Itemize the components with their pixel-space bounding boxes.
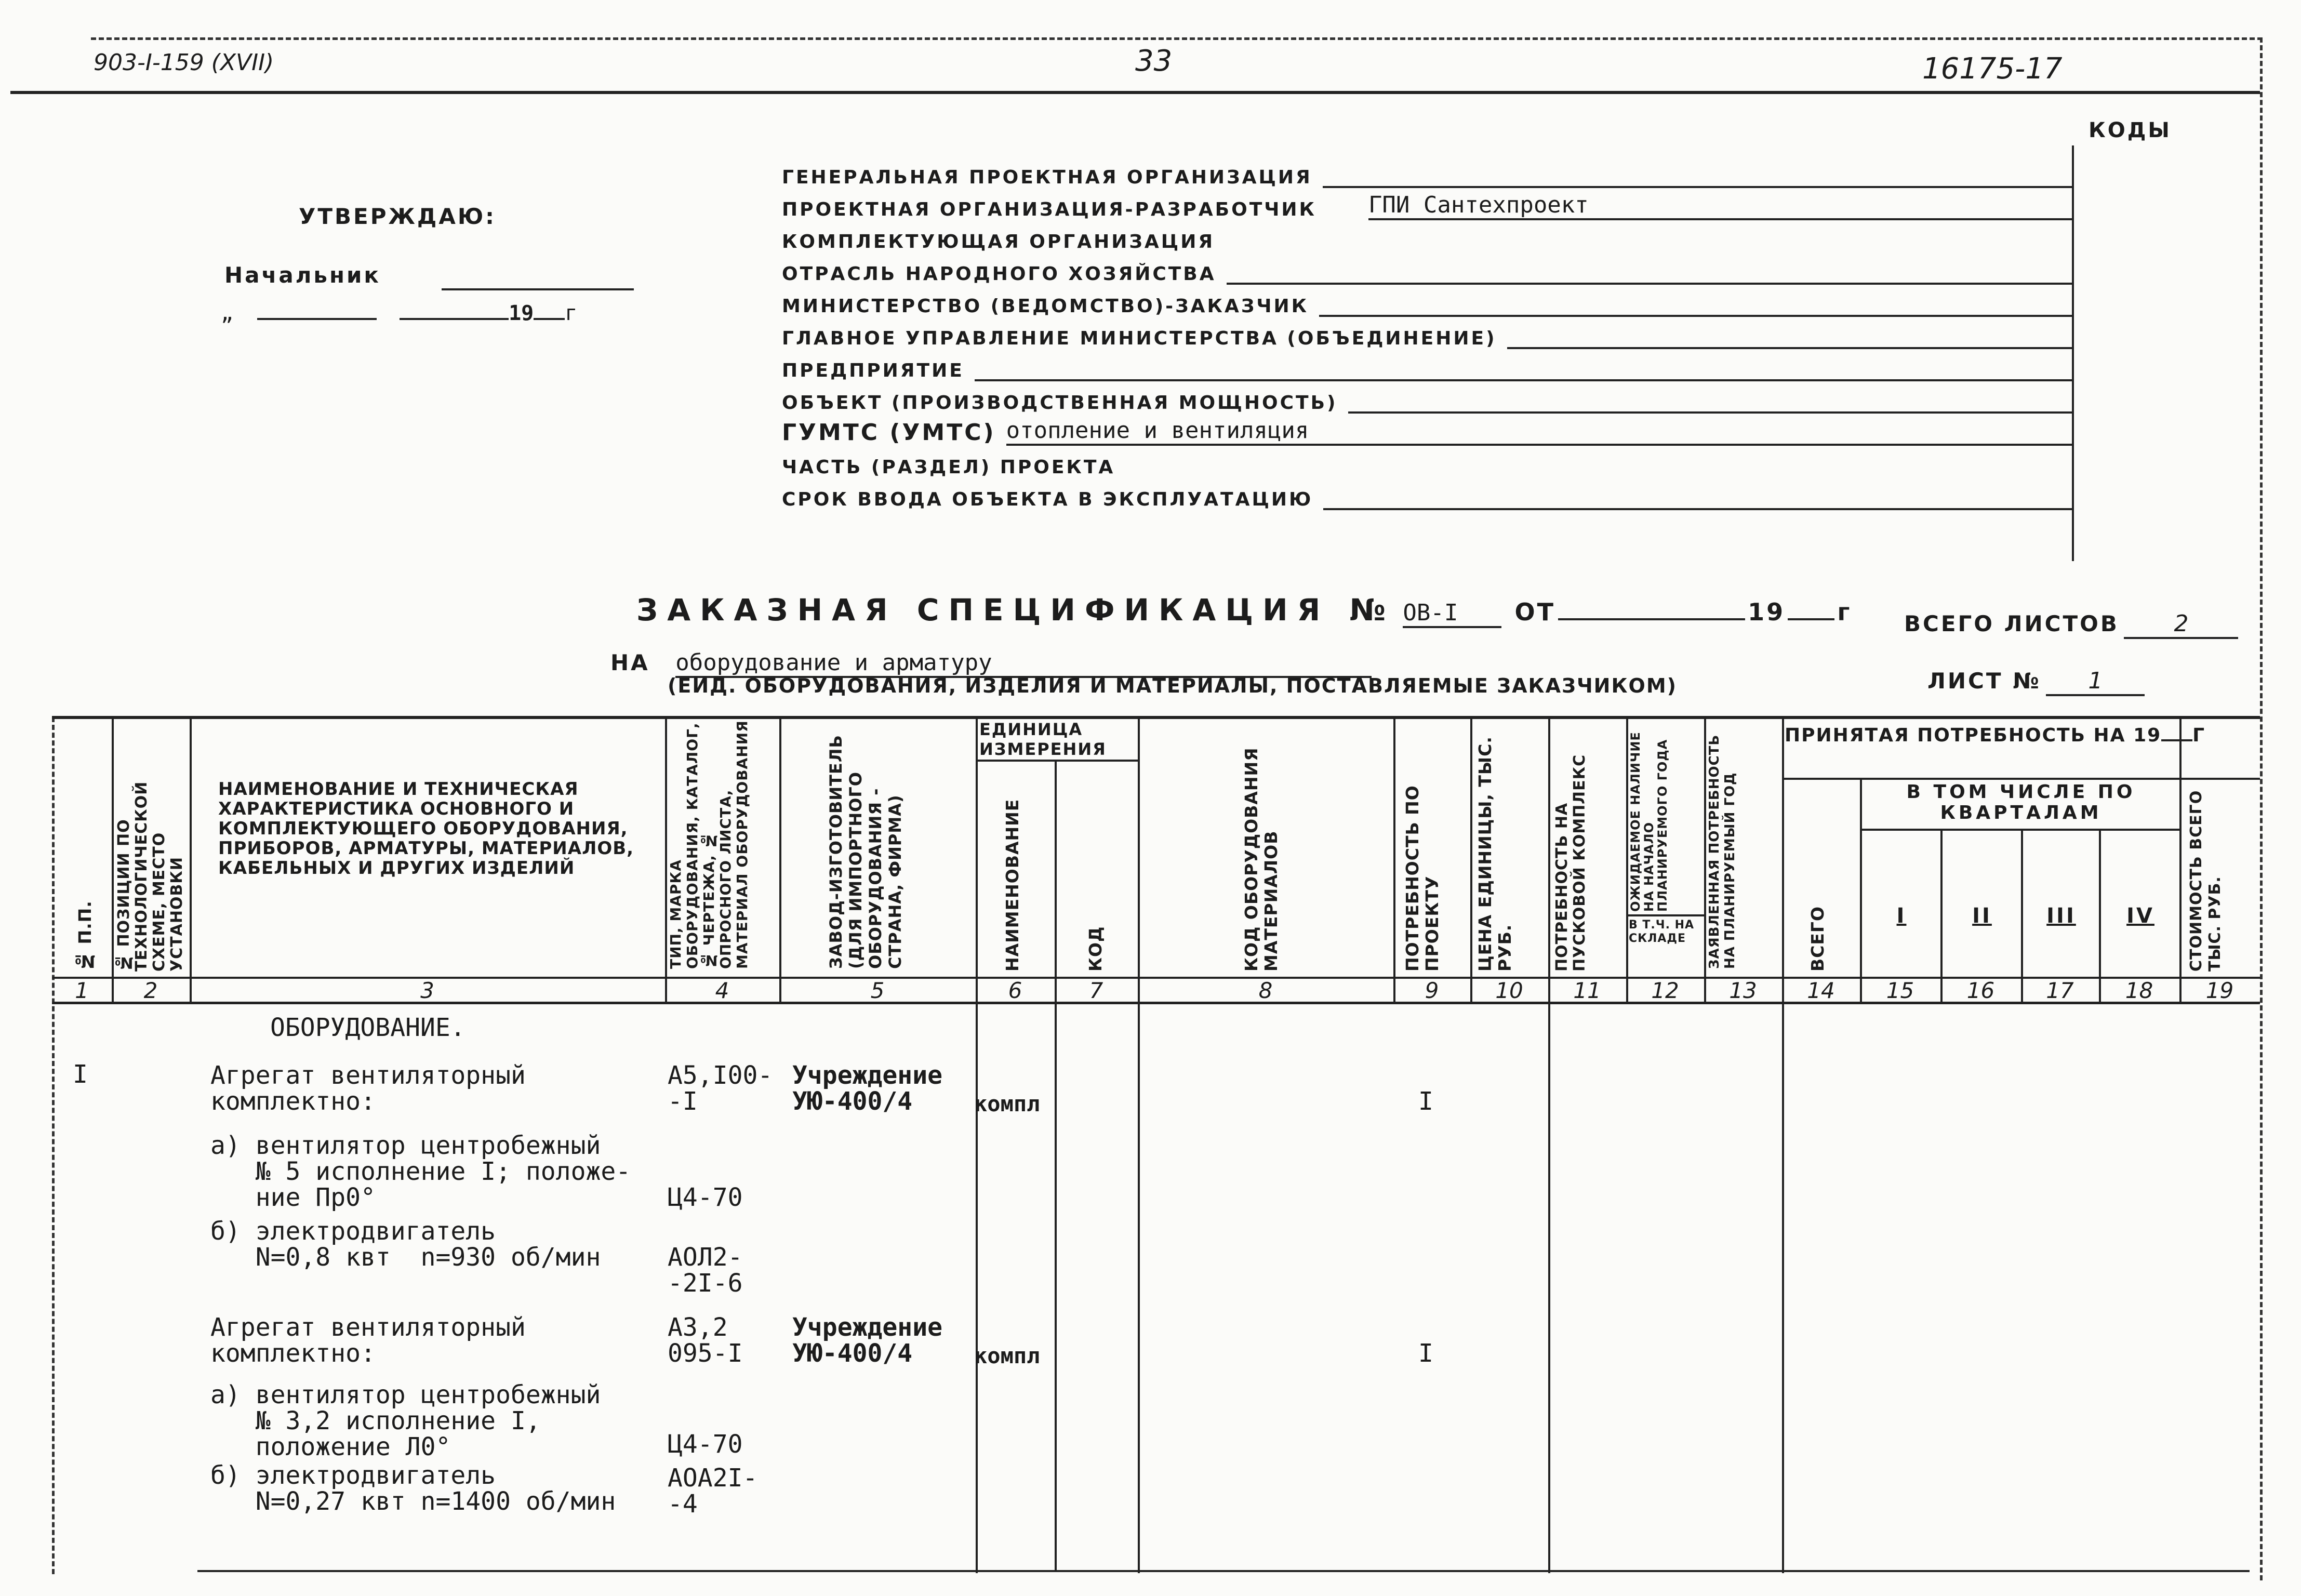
accepted-header: ПРИНЯТАЯ ПОТРЕБНОСТЬ НА 19 Г bbox=[1785, 725, 2206, 746]
col-5-header: ЗАВОД-ИЗГОТОВИТЕЛЬ (ДЛЯ ИМПОРТНОГО ОБОРУДОВАНИЯ - СТРАНА, ФИРМА) bbox=[826, 735, 905, 969]
col-number: 6 bbox=[1008, 978, 1022, 1003]
unit-group-header: ЕДИНИЦА ИЗМЕРЕНИЯ bbox=[979, 720, 1107, 759]
col-12b-header: В Т.Ч. НА СКЛАДЕ bbox=[1629, 919, 1695, 945]
table-body-rule bbox=[52, 1002, 2260, 1004]
table-row-type: Ц4-70 bbox=[668, 1430, 743, 1459]
table-row-type: АОЛ2- -2I-6 bbox=[668, 1243, 743, 1298]
header-rule bbox=[10, 91, 2260, 94]
col-number: 18 bbox=[2125, 978, 2153, 1003]
col-number: 10 bbox=[1495, 978, 1523, 1003]
table-row-qty: I bbox=[1418, 1087, 1433, 1116]
table-row-type: А5,I00- -I bbox=[668, 1061, 773, 1116]
col-number: 15 bbox=[1886, 978, 1914, 1003]
spec-subject: оборудование и арматуру bbox=[675, 649, 1372, 678]
col-number: 2 bbox=[143, 978, 158, 1003]
col-number: 8 bbox=[1258, 978, 1273, 1003]
col-11-header: ПОТРЕБНОСТЬ НА ПУСКОВОЙ КОМПЛЕКС bbox=[1553, 754, 1589, 972]
table-top-rule bbox=[52, 716, 2260, 719]
col-number: 11 bbox=[1573, 978, 1601, 1003]
col-number: 9 bbox=[1425, 978, 1439, 1003]
table-row-name: б) электродвигатель N=0,27 квт n=1400 об/мин bbox=[210, 1461, 616, 1516]
org-field-developer: ПРОЕКТНАЯ ОРГАНИЗАЦИЯ-РАЗРАБОТЧИК ГПИ Сантехпроект bbox=[782, 188, 2073, 220]
col-number: 12 bbox=[1651, 978, 1679, 1003]
table-row-name: а) вентилятор центробежный № 3,2 исполнение I, положение Л0° bbox=[210, 1380, 601, 1461]
org-field-main-dept: ГЛАВНОЕ УПРАВЛЕНИЕ МИНИСТЕРСТВА (ОБЪЕДИНЕНИЕ) bbox=[782, 317, 2073, 349]
org-field-gumts: ГУМТС (УМТС) отопление и вентиляция bbox=[782, 414, 2073, 446]
org-field-ministry: МИНИСТЕРСТВО (ВЕДОМСТВО)-ЗАКАЗЧИК bbox=[782, 285, 2073, 317]
org-field-value bbox=[1319, 292, 2073, 317]
org-fields bbox=[782, 156, 2073, 510]
org-field-value: ГПИ Сантехпроект bbox=[1368, 192, 2073, 220]
col-6-header: НАИМЕНОВАНИЕ bbox=[1002, 799, 1022, 972]
col-number: 17 bbox=[2046, 978, 2074, 1003]
col-4-header: ТИП, МАРКА ОБОРУДОВАНИЯ, КАТАЛОГ, № ЧЕРТЕЖА, № ОПРОСНОГО ЛИСТА, МАТЕРИАЛ ОБОРУДОВАНИЯ bbox=[667, 720, 751, 969]
col-8-header: КОД ОБОРУДОВАНИЯ МАТЕРИАЛОВ bbox=[1241, 747, 1281, 972]
quarter-3: III bbox=[2046, 904, 2076, 928]
spec-number: ОВ-I bbox=[1403, 600, 1501, 628]
org-field-supplier: КОМПЛЕКТУЮЩАЯ ОРГАНИЗАЦИЯ bbox=[782, 231, 1215, 252]
org-field-branch: ОТРАСЛЬ НАРОДНОГО ХОЗЯЙСТВА bbox=[782, 252, 2073, 285]
table-row-name: Агрегат вентиляторный комплектно: bbox=[210, 1313, 526, 1368]
table-bottom-rule bbox=[197, 1570, 2250, 1572]
spec-year-suffix: г bbox=[1837, 598, 1852, 626]
spec-title: ЗАКАЗНАЯ СПЕЦИФИКАЦИЯ № bbox=[636, 592, 1395, 628]
org-field-enterprise: ПРЕДПРИЯТИЕ bbox=[782, 349, 2073, 381]
col-number: 5 bbox=[870, 978, 885, 1003]
row-number: I bbox=[73, 1060, 88, 1089]
codes-label: КОДЫ bbox=[2089, 118, 2172, 142]
org-field-value bbox=[1323, 163, 2073, 188]
col-13-header: ЗАЯВЛЕННАЯ ПОТРЕБНОСТЬ НА ПЛАНИРУЕМЫЙ ГОД bbox=[1707, 734, 1738, 969]
sheet-number-value: 1 bbox=[2046, 668, 2145, 696]
org-field-part: ЧАСТЬ (РАЗДЕЛ) ПРОЕКТА bbox=[782, 457, 1115, 478]
org-field-value: отопление и вентиляция bbox=[1006, 417, 2073, 446]
col-3-header: НАИМЕНОВАНИЕ И ТЕХНИЧЕСКАЯ ХАРАКТЕРИСТИКА ОСНОВНОГО И КОМПЛЕКТУЮЩЕГО ОБОРУДОВАНИЯ, ПРИБОРОВ, АРМАТУРЫ, МАТЕРИАЛОВ, КАБЕЛЬНЫХ И ДРУГИХ ИЗДЕЛИЙ bbox=[218, 779, 634, 879]
col-number: 13 bbox=[1729, 978, 1757, 1003]
table-row-name: б) электродвигатель N=0,8 квт n=930 об/мин bbox=[210, 1217, 601, 1272]
col-number: 3 bbox=[420, 978, 434, 1003]
left-border bbox=[52, 717, 55, 1574]
archive-number: 16175-17 bbox=[1922, 52, 2063, 86]
spec-ot: ОТ bbox=[1514, 598, 1555, 626]
sheet-number: ЛИСТ № 1 bbox=[1927, 668, 2145, 696]
spec-year: 19 bbox=[1748, 598, 1786, 626]
col-9-header: ПОТРЕБНОСТЬ ПО ПРОЕКТУ bbox=[1402, 785, 1442, 972]
table-row-type: А3,2 095-I bbox=[668, 1313, 743, 1368]
quarter-2: II bbox=[1972, 904, 1992, 928]
table-row-maker: Учреждение УЮ-400/4 bbox=[792, 1313, 942, 1368]
col-10-header: ЦЕНА ЕДИНИЦЫ, ТЫС. РУБ. bbox=[1475, 736, 1515, 972]
col-14-header: ВСЕГО bbox=[1807, 906, 1828, 972]
col-number: 19 bbox=[2205, 978, 2234, 1003]
approval-chief-line bbox=[442, 288, 634, 290]
approval-date: „ 19 г bbox=[221, 301, 578, 325]
page-number: 33 bbox=[1135, 44, 1173, 78]
org-field-general: ГЕНЕРАЛЬНАЯ ПРОЕКТНАЯ ОРГАНИЗАЦИЯ bbox=[782, 156, 2073, 188]
top-border bbox=[91, 37, 2263, 40]
spec-title-row bbox=[636, 592, 1852, 628]
col-number: 14 bbox=[1807, 978, 1835, 1003]
table-row-name: а) вентилятор центробежный № 5 исполнение I; положе- ние Пр0° bbox=[210, 1131, 631, 1212]
col-7-header: КОД bbox=[1085, 926, 1106, 972]
org-field-value bbox=[1348, 389, 2073, 414]
total-sheets: ВСЕГО ЛИСТОВ 2 bbox=[1904, 610, 2238, 639]
document-code: 903-I-159 (XVII) bbox=[94, 49, 274, 76]
table-row-type: Ц4-70 bbox=[668, 1183, 743, 1212]
quarter-4: IV bbox=[2126, 904, 2154, 928]
org-field-value bbox=[1507, 324, 2073, 349]
approval-title: УТВЕРЖДАЮ: bbox=[299, 204, 496, 229]
approval-year-suffix: г bbox=[565, 301, 578, 325]
section-title: ОБОРУДОВАНИЕ. bbox=[270, 1013, 465, 1042]
col-1-header: № П.П. bbox=[75, 900, 95, 972]
table-row-type: АОА2I- -4 bbox=[668, 1464, 758, 1519]
spec-subject-row: НА оборудование и арматуру bbox=[610, 649, 1372, 678]
table-row-maker: Учреждение УЮ-400/4 bbox=[792, 1061, 942, 1116]
table-row-unit: компл bbox=[974, 1091, 1040, 1116]
approval-year: 19 bbox=[509, 301, 534, 325]
col-number: 7 bbox=[1089, 978, 1103, 1003]
org-field-object: ОБЪЕКТ (ПРОИЗВОДСТВЕННАЯ МОЩНОСТЬ) bbox=[782, 381, 2073, 414]
org-field-deadline: СРОК ВВОДА ОБЪЕКТА В ЭКСПЛУАТАЦИЮ bbox=[782, 478, 2073, 510]
org-field-value bbox=[1227, 260, 2073, 285]
col-19-header: СТОИМОСТЬ ВСЕГО ТЫС. РУБ. bbox=[2187, 790, 2224, 972]
right-border bbox=[2260, 37, 2263, 1580]
approval-chief: Начальник bbox=[224, 262, 381, 288]
table-row-name: Агрегат вентиляторный комплектно: bbox=[210, 1061, 526, 1116]
col-number: 4 bbox=[715, 978, 729, 1003]
col-number: 16 bbox=[1966, 978, 1995, 1003]
table-row-qty: I bbox=[1418, 1339, 1433, 1368]
col-number: 1 bbox=[75, 978, 89, 1003]
table-row-unit: компл bbox=[974, 1343, 1040, 1368]
total-sheets-value: 2 bbox=[2124, 610, 2238, 639]
org-field-value bbox=[1323, 485, 2073, 510]
col-12-header: ОЖИДАЕМОЕ НАЛИЧИЕ НА НАЧАЛО ПЛАНИРУЕМОГО ГОДА bbox=[1628, 732, 1670, 912]
col-2-header: № ПОЗИЦИИ ПО ТЕХНОЛОГИЧЕСКОЙ СХЕМЕ, МЕСТО УСТАНОВКИ bbox=[115, 781, 186, 972]
quarters-header: В ТОМ ЧИСЛЕ ПО КВАРТАЛАМ bbox=[1906, 781, 2136, 823]
spec-subject-note: (ЕИД. ОБОРУДОВАНИЯ, ИЗДЕЛИЯ И МАТЕРИАЛЫ, ПОСТАВЛЯЕМЫЕ ЗАКАЗЧИКОМ) bbox=[668, 674, 1678, 697]
quarter-1: I bbox=[1896, 904, 1907, 928]
org-field-value bbox=[975, 356, 2073, 381]
